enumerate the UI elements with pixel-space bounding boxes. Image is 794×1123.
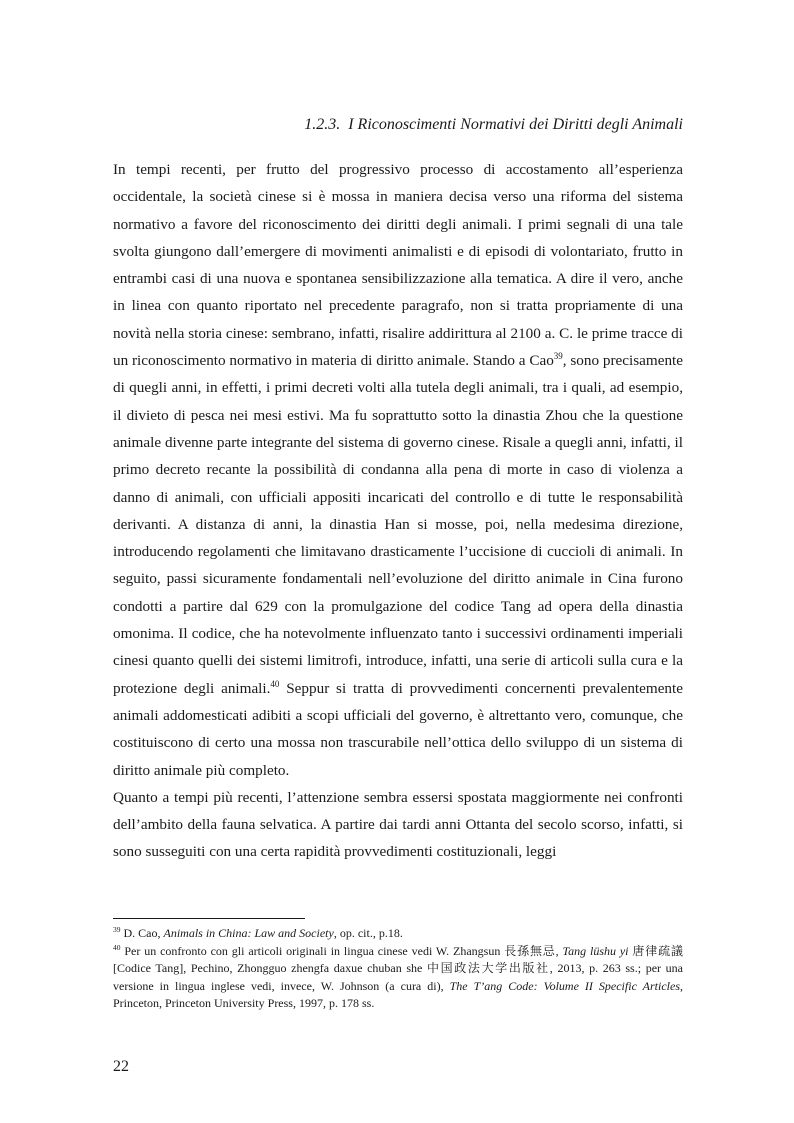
footnote-book-title: Tang lüshu yi xyxy=(562,943,629,958)
footnotes xyxy=(113,925,683,1013)
footnote-book-title: Animals in China: Law and Society xyxy=(163,926,334,940)
page-number: 22 xyxy=(113,1058,129,1075)
section-number: 1.2.3. xyxy=(304,116,341,133)
footnote-separator xyxy=(113,918,305,919)
footnote-text: , Princeton, Princeton University Press, 1997, p. 178 ss. xyxy=(113,978,683,1010)
footnote-text: D. Cao, xyxy=(120,926,164,940)
paragraph-1-part-3: Seppur si tratta di provvedimenti concernenti prevalentemente animali addomesticati adibiti a scopi ufficiali del governo, è altrettanto vero, comunque, che costituiscono di certo una mossa non trascurabile nell’ottica dello sviluppo di un sistema di diritto animale più completo. xyxy=(113,679,683,779)
paragraph-1 xyxy=(113,156,683,784)
footnote-text: 唐律疏議 [Codice Tang], Pechino, Zhongguo zhengfa daxue chuban she 中国政法大学出版社, 2013, p. 263 ss.; per una versione in lingua inglese vedi, invece, W. Johnson (a cura di), xyxy=(113,943,683,993)
footnote-text: Per un confronto con gli articoli originali in lingua cinese vedi W. Zhangsun 長孫無忌, xyxy=(120,943,563,958)
section-heading xyxy=(113,116,683,134)
footnote-text: , op. cit., p.18. xyxy=(333,926,403,940)
footnote-ref-39[interactable]: 39 xyxy=(553,351,563,362)
footnote-ref-40[interactable]: 40 xyxy=(270,678,280,689)
body-text xyxy=(113,156,683,866)
footnote-40 xyxy=(113,943,683,1013)
footnote-39 xyxy=(113,925,683,943)
paragraph-1-part-2: , sono precisamente di quegli anni, in effetti, i primi decreti volti alla tutela degli animali, tra i quali, ad esempio, il divieto di pesca nei mesi estivi. Ma fu soprattutto sotto la dinastia Zhou che la questione animale divenne parte integrante del sistema di governo cinese. Risale a quegli anni, infatti, il primo decreto recante la possibilità di condanna alla pena di morte in caso di violenza a danno di animali, con ufficiali appositi incaricati del controllo e di tutte le responsabilità derivanti. A distanza di anni, la dinastia Han si mosse, poi, nella medesima direzione, introducendo regolamenti che limitavano drasticamente l’uccisione di cuccioli di animali. In seguito, passi sicuramente fondamentali nell’evoluzione del diritto animale in Cina furono condotti a partire dal 629 con la promulgazione del codice Tang ad opera della dinastia omonima. Il codice, che ha notevolmente influenzato tanto i successivi ordinamenti imperiali cinesi quanto quelli dei sistemi limitrofi, introduce, infatti, una serie di articoli sulla cura e la protezione degli animali. xyxy=(113,352,683,697)
section-title: I Riconoscimenti Normativi dei Diritti degli Animali xyxy=(348,116,683,133)
footnote-number: 39 xyxy=(113,925,121,934)
footnote-book-title: The T’ang Code: Volume II Specific Articles xyxy=(449,978,680,993)
paragraph-1-part-1: In tempi recenti, per frutto del progressivo processo di accostamento all’esperienza occidentale, la società cinese si è mossa in maniera decisa verso una riforma del sistema normativo a favore del riconoscimento dei diritti degli animali. I primi segnali di una tale svolta giungono dall’emergere di movimenti animalisti e di episodi di volontariato, frutto in entrambi casi di una nuova e spontanea sensibilizzazione alla tematica. A dire il vero, anche in linea con quanto riportato nel precedente paragrafo, non si tratta propriamente di una novità nella storia cinese: sembrano, infatti, risalire addirittura al 2100 a. C. le prime tracce di un riconoscimento normativo in materia di diritto animale. Stando a Cao xyxy=(113,161,683,370)
footnote-number: 40 xyxy=(113,942,121,952)
paragraph-2: Quanto a tempi più recenti, l’attenzione sembra essersi spostata maggiormente nei confronti dell’ambito della fauna selvatica. A partire dai tardi anni Ottanta del secolo scorso, infatti, si sono susseguiti con una certa rapidità provvedimenti costituzionali, leggi xyxy=(113,788,683,861)
